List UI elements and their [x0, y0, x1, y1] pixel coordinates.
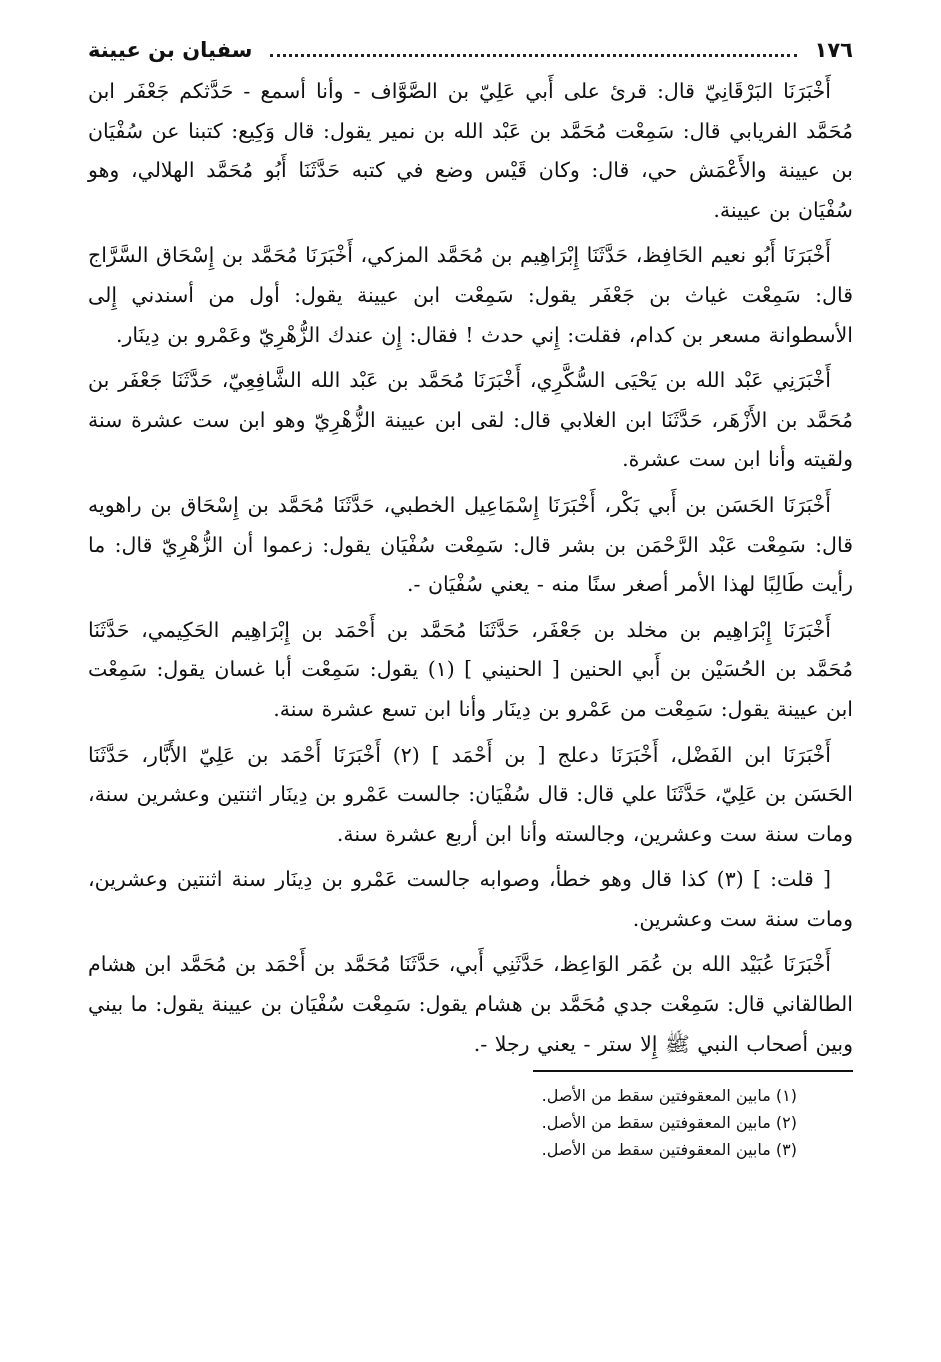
footnote-1: (١) مابين المعقوفتين سقط من الأصل. — [541, 1086, 797, 1106]
paragraph-7: [ قلت: ] (٣) كذا قال وهو خطأ، وصوابه جالست عَمْرو بن دِينَار سنة اثنتين وعشرين، ومات سنة ست وعشرين. — [88, 867, 853, 931]
footnote-3: (٣) مابين المعقوفتين سقط من الأصل. — [541, 1140, 797, 1160]
footnote-separator — [533, 1070, 853, 1072]
paragraph-1: أَخْبَرَنَا البَرْقَانِيّ قال: قرئ على أَبي عَلِيّ بن الصَّوَّاف - وأنا أسمع - حَدَّثكم جَعْفَر ابن مُحَمَّد الفريابي قال: سَمِعْت مُحَمَّد بن عَبْد الله بن نمير يقول: قال وَكِيع: كتبنا عن سُفْيَان بن عيينة والأَعْمَش حي، قال: وكان قَيْس وضع في كتبه حَدَّثَنَا أَبُو مُحَمَّد الهلالي، وهو سُفْيَان بن عيينة. — [88, 79, 853, 222]
paragraph-6: أَخْبَرَنَا ابن الفَضْل، أَخْبَرَنَا دعلج [ بن أَحْمَد ] (٢) أَخْبَرَنَا أَحْمَد بن عَلِيّ الأَبَّار، حَدَّثَنَا الحَسَن بن عَلِيّ، حَدَّثَنَا علي قال: قال سُفْيَان: جالست عَمْرو بن دِينَار اثنتين وعشرين سنة، ومات سنة ست وعشرين، وجالسته وأنا ابن أربع عشرة سنة. — [88, 742, 853, 846]
paragraph-8: أَخْبَرَنَا عُبَيْد الله بن عُمَر الوَاعِظ، حَدَّثَنِي أَبي، حَدَّثَنَا مُحَمَّد بن أَحْمَد بن مُحَمَّد ابن هشام الطالقاني قال: سَمِعْت جدي مُحَمَّد بن هشام يقول: سَمِعْت سُفْيَان بن عيينة يقول: ما بيني وبين أصحاب النبي ﷺ إِلا ستر - يعني رجلا -. — [88, 952, 853, 1056]
dotted-leader — [270, 26, 796, 57]
paragraph-5: أَخْبَرَنَا إِبْرَاهِيم بن مخلد بن جَعْفَر، حَدَّثَنَا مُحَمَّد بن أَحْمَد بن إِبْرَاهِيم الحَكِيمي، حَدَّثَنَا مُحَمَّد بن الحُسَيْن بن أَبي الحنين [ الحنيني ] (١) يقول: سَمِعْت أبا غسان يقول: سَمِعْت ابن عيينة يقول: سَمِعْت من عَمْرو بن دِينَار وأنا ابن تسع عشرة سنة. — [88, 617, 853, 721]
paragraph-2: أَخْبَرَنَا أَبُو نعيم الحَافِظ، حَدَّثَنَا إِبْرَاهِيم بن مُحَمَّد المزكي، أَخْبَرَنَا مُحَمَّد بن إِسْحَاق السَّرَّاج قال: سَمِعْت غياث بن جَعْفَر يقول: سَمِعْت ابن عيينة يقول: أول من أسندني إِلى الأسطوانة مسعر بن كدام، فقلت: إِني حدث ! فقال: إِن عندك الزُّهْرِيّ وعَمْرو بن دِينَار. — [88, 243, 853, 347]
section-title: سفيان بن عيينة — [88, 38, 253, 62]
footnote-2: (٢) مابين المعقوفتين سقط من الأصل. — [541, 1113, 797, 1133]
paragraph-4: أَخْبَرَنَا الحَسَن بن أَبي بَكْر، أَخْبَرَنَا إِسْمَاعِيل الخطبي، حَدَّثَنَا مُحَمَّد بن إِسْحَاق بن راهويه قال: سَمِعْت عَبْد الرَّحْمَن بن بشر قال: سَمِعْت سُفْيَان يقول: زعموا أن الزُّهْرِيّ قال: ما رأيت طَالِبًا لهذا الأمر أصغر سنًا منه - يعني سُفْيَان -. — [88, 492, 853, 597]
page-number: ١٧٦ — [814, 38, 853, 62]
footnotes — [88, 1082, 797, 1163]
running-header — [88, 26, 853, 72]
body-text — [88, 72, 853, 1064]
paragraph-3: أَخْبَرَنِي عَبْد الله بن يَحْيَى السُّكَّرِي، أَخْبَرَنَا مُحَمَّد بن عَبْد الله الشَّافِعِيّ، حَدَّثَنَا جَعْفَر بن مُحَمَّد بن الأَزْهَر، حَدَّثَنَا ابن الغلابي قال: لقى ابن عيينة الزُّهْرِيّ وهو ابن ست عشرة سنة ولقيته وأنا ابن ست عشرة. — [88, 368, 853, 472]
